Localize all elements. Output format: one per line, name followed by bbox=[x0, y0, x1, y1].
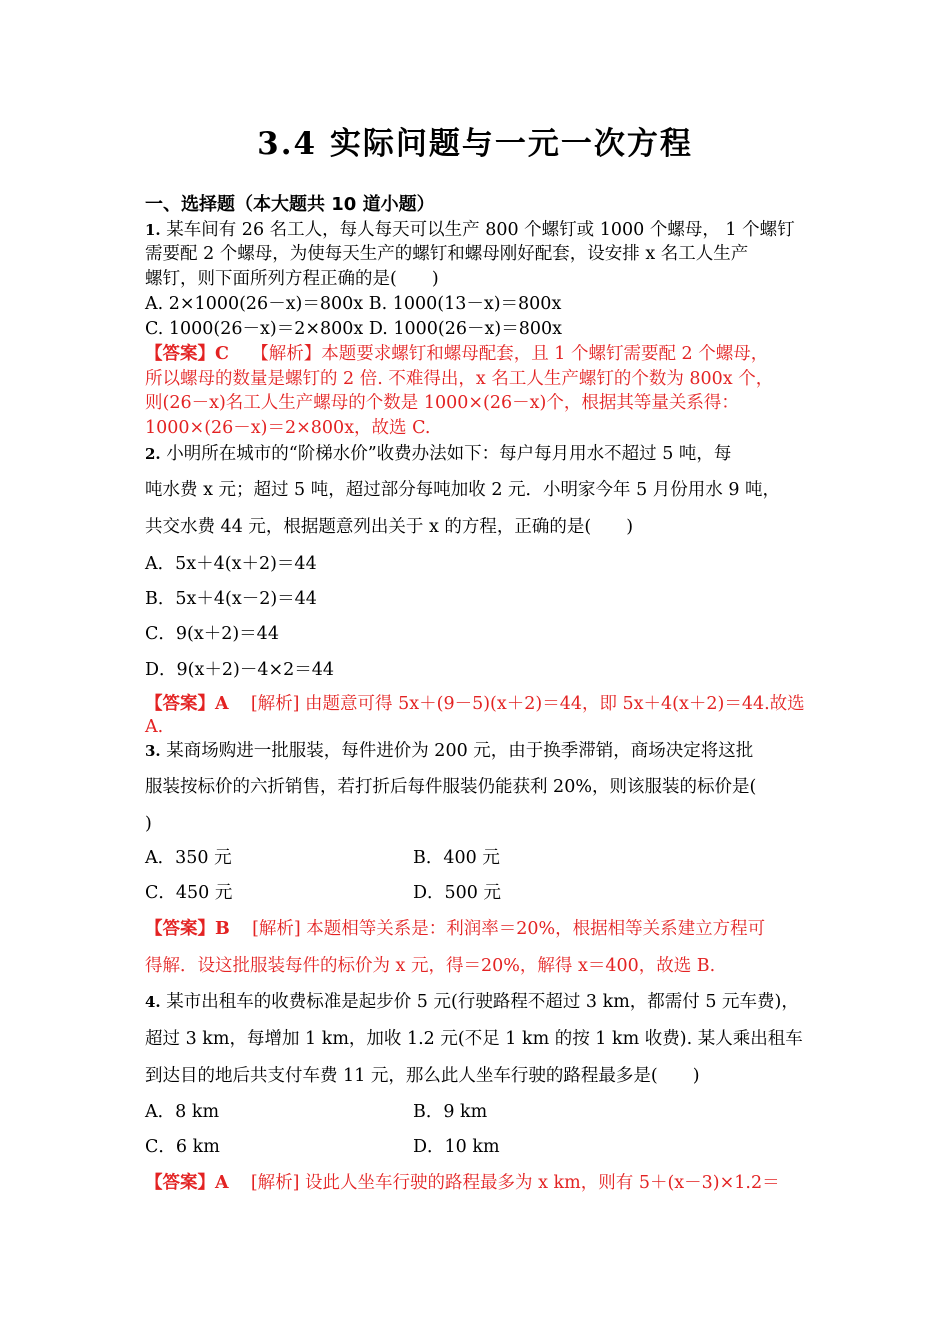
question-1-line-2: 需要配 2 个螺母，为使每天生产的螺钉和螺母刚好配套，设安排 x 名工人生产 bbox=[145, 244, 749, 264]
question-3-text: 某商场购进一批服装，每件进价为 200 元，由于换季滞销，商场决定将这批 bbox=[166, 741, 754, 761]
question-2-number: 2. bbox=[145, 445, 161, 463]
question-3-option-c: C．450 元 bbox=[145, 883, 233, 903]
question-2-option-a: A．5x＋4(x＋2)＝44 bbox=[145, 554, 317, 574]
question-4-answer-line-1 bbox=[145, 1171, 817, 1195]
question-2-line-3: 共交水费 44 元，根据题意列出关于 x 的方程，正确的是( ) bbox=[145, 517, 634, 537]
question-1-answer-line-3: 则(26－x)名工人生产螺母的个数是 1000×(26－x)个，根据其等量关系得： bbox=[145, 393, 739, 413]
question-2-answer-line-2: A. bbox=[145, 717, 164, 737]
question-3-number: 3. bbox=[145, 742, 161, 760]
question-3-options-ab bbox=[145, 846, 817, 870]
question-4-option-c: C．6 km bbox=[145, 1137, 220, 1157]
question-1-analysis: 【解析】本题要求螺钉和螺母配套，且 1 个螺钉需要配 2 个螺母， bbox=[251, 344, 769, 364]
question-4-line-2: 超过 3 km，每增加 1 km，加收 1.2 元(不足 1 km 的按 1 km 收费). 某人乘出租车 bbox=[145, 1029, 803, 1049]
question-3-option-b: B．400 元 bbox=[413, 848, 500, 868]
question-2-option-b: B．5x＋4(x－2)＝44 bbox=[145, 589, 317, 609]
question-4-analysis: [解析] 设此人坐车行驶的路程最多为 x km，则有 5＋(x－3)×1.2＝ bbox=[250, 1173, 780, 1193]
question-2-answer-line-1 bbox=[145, 692, 817, 716]
question-4-text: 某市出租车的收费标准是起步价 5 元(行驶路程不超过 3 km，都需付 5 元车费)， bbox=[166, 992, 799, 1012]
question-1-options-cd: C. 1000(26－x)＝2×800x D. 1000(26－x)＝800x bbox=[145, 319, 562, 339]
question-4-options-cd bbox=[145, 1135, 817, 1159]
question-2-option-d: D．9(x＋2)－4×2＝44 bbox=[145, 660, 335, 680]
question-4-options-ab bbox=[145, 1100, 817, 1124]
question-2-line-1 bbox=[145, 442, 817, 466]
question-2-answer-tag: 【答案】A bbox=[145, 694, 229, 714]
question-3-analysis: [解析] 本题相等关系是：利润率＝20%，根据相等关系建立方程可 bbox=[252, 919, 766, 939]
question-1-answer-line-1 bbox=[145, 342, 817, 366]
question-3-line-3: ) bbox=[145, 814, 152, 834]
question-1-answer-tag: 【答案】C bbox=[145, 344, 229, 364]
page-title: 3.4 实际问题与一元一次方程 bbox=[257, 126, 693, 162]
question-3-option-a: A．350 元 bbox=[145, 848, 232, 868]
question-4-answer-tag: 【答案】A bbox=[145, 1173, 229, 1193]
question-1-options-ab: A. 2×1000(26－x)＝800x B. 1000(13－x)＝800x bbox=[145, 294, 562, 314]
question-4-line-3: 到达目的地后共支付车费 11 元，那么此人坐车行驶的路程最多是( ) bbox=[145, 1066, 700, 1086]
question-2-option-c: C．9(x＋2)＝44 bbox=[145, 624, 279, 644]
question-3-line-1 bbox=[145, 739, 817, 763]
question-1-line-3: 螺钉，则下面所列方程正确的是( ) bbox=[145, 269, 439, 289]
question-3-options-cd bbox=[145, 881, 817, 905]
question-2-text: 小明所在城市的“阶梯水价”收费办法如下：每户每月用水不超过 5 吨，每 bbox=[166, 444, 732, 464]
question-1-answer-line-2: 所以螺母的数量是螺钉的 2 倍. 不难得出，x 名工人生产螺钉的个数为 800x 个， bbox=[145, 369, 774, 389]
question-1-line-1 bbox=[145, 218, 817, 242]
question-3-line-2: 服装按标价的六折销售，若打折后每件服装仍能获利 20%，则该服装的标价是( bbox=[145, 777, 757, 797]
question-4-line-1 bbox=[145, 990, 817, 1014]
question-3-answer-tag: 【答案】B bbox=[145, 919, 230, 939]
question-4-number: 4. bbox=[145, 993, 161, 1011]
question-3-answer-line-1 bbox=[145, 917, 817, 941]
section-heading: 一、选择题（本大题共 10 道小题） bbox=[145, 194, 435, 215]
question-2-line-2: 吨水费 x 元；超过 5 吨，超过部分每吨加收 2 元．小明家今年 5 月份用水 9 吨， bbox=[145, 480, 781, 500]
question-4-option-a: A．8 km bbox=[145, 1102, 220, 1122]
question-1-text: 某车间有 26 名工人，每人每天可以生产 800 个螺钉或 1000 个螺母， 1 个螺钉 bbox=[166, 220, 795, 240]
question-3-option-d: D．500 元 bbox=[413, 883, 501, 903]
question-1-answer-line-4: 1000×(26－x)＝2×800x，故选 C. bbox=[145, 418, 431, 438]
question-2-analysis: [解析] 由题意可得 5x＋(9－5)(x＋2)＝44，即 5x＋4(x＋2)＝44.故选 bbox=[250, 694, 805, 714]
question-3-answer-line-2: 得解．设这批服装每件的标价为 x 元，得＝20%，解得 x＝400，故选 B. bbox=[145, 956, 716, 976]
question-4-option-d: D．10 km bbox=[413, 1137, 500, 1157]
question-4-option-b: B．9 km bbox=[413, 1102, 488, 1122]
question-1-number: 1. bbox=[145, 221, 161, 239]
